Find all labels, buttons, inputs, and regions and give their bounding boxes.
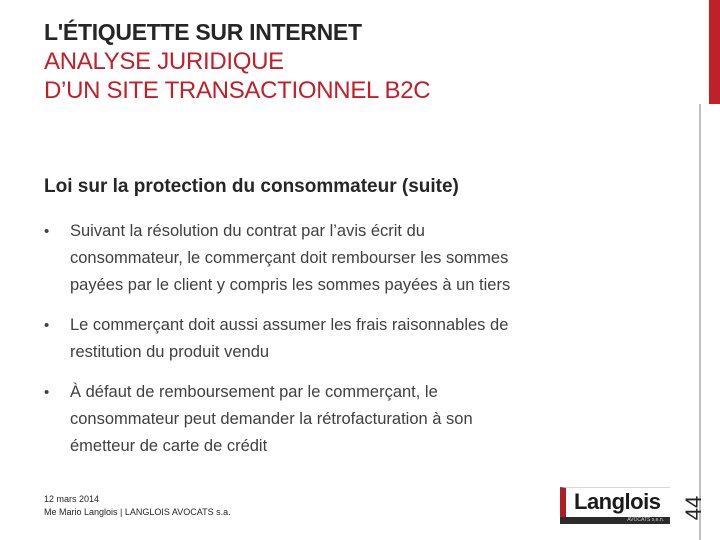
accent-bar <box>709 0 720 104</box>
logo-frame <box>560 487 670 517</box>
section-heading: Loi sur la protection du consommateur (suite) <box>44 176 459 197</box>
footer-author: Me Mario Langlois | LANGLOIS AVOCATS s.a. <box>44 507 231 517</box>
bullet-item <box>44 379 644 460</box>
bullet-line: consommateur peut demander la rétrofacturation à son <box>70 410 473 428</box>
langlois-logo <box>560 487 670 524</box>
bullet-line: payées par le client y compris les sommes payées à un tiers <box>70 276 511 294</box>
bullet-line: À défaut de remboursement par le commerçant, le <box>70 383 438 401</box>
logo-underbar <box>560 517 670 524</box>
bullet-icon: • <box>44 317 50 334</box>
bullet-line: consommateur, le commerçant doit rembourser les sommes <box>70 249 509 267</box>
bullet-line: Suivant la résolution du contrat par l’avis écrit du <box>70 222 425 240</box>
title-line-main: L'ÉTIQUETTE SUR INTERNET <box>44 19 362 45</box>
bullet-icon: • <box>44 223 50 240</box>
bullet-item <box>44 218 644 299</box>
bullet-icon: • <box>44 384 50 401</box>
bullet-item <box>44 312 644 366</box>
slide-title <box>44 18 664 105</box>
bullet-list <box>44 218 644 473</box>
footer-date: 12 mars 2014 <box>44 494 100 504</box>
logo-wordmark: Langlois <box>574 489 661 514</box>
title-line-subtitle-1: ANALYSE JURIDIQUE <box>44 48 284 75</box>
footer <box>44 493 231 519</box>
bullet-line: Le commerçant doit aussi assumer les frais raisonnables de <box>70 316 509 334</box>
page-number: 44 <box>681 495 706 521</box>
bullet-line: émetteur de carte de crédit <box>70 437 268 455</box>
title-line-subtitle-2: D’UN SITE TRANSACTIONNEL B2C <box>44 77 431 104</box>
bullet-line: restitution du produit vendu <box>70 343 270 361</box>
right-divider <box>699 104 701 540</box>
logo-subtext: AVOCATS s.e.n. <box>627 517 664 523</box>
